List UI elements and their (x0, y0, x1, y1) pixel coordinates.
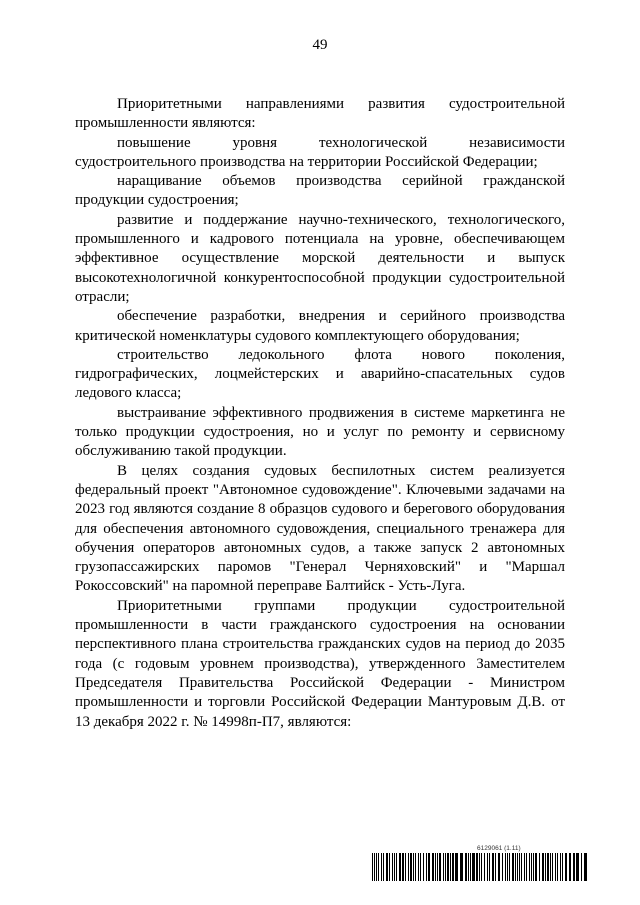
list-item-icebreaker-fleet: строительство ледокольного флота нового поколения, гидрографических, лоцмейстерских и аварийно-спасательных судов ледового класса; (75, 346, 565, 402)
paragraph-priority-directions: Приоритетными направлениями развития судостроительной промышленности являются: (75, 96, 565, 132)
list-item-potential-development: развитие и поддержание научно-технического, технологического, промышленного и кадрового потенциала на уровне, обеспечивающем эффективное осуществление морской деятельности и выпуск высокотехнологичной конкурентоспособной продукции судостроительной отрасли; (75, 211, 565, 305)
list-item-tech-independence: повышение уровня технологической независимости судостроительного производства на территории Российской Федерации; (75, 134, 565, 170)
paragraph-autonomous-navigation: В целях создания судовых беспилотных систем реализуется федеральный проект "Автономное судовождение". Ключевыми задачами на 2023 год являются создание 8 образцов судового и берегового оборудования для обеспечения автономного судовождения, специального тренажера для обучения операторов автономных судов, а также запуск 2 автономных грузопассажирских паромов "Генерал Черняховский" и "Маршал Рокоссовский" на паромной переправе Балтийск - Усть-Луга. (75, 462, 565, 595)
page-number: 49 (312, 37, 328, 53)
document-body (75, 95, 565, 732)
list-item-marketing: выстраивание эффективного продвижения в системе маркетинга не только продукции судостроения, но и услуг по ремонту и сервисному обслуживанию такой продукции. (75, 404, 565, 460)
paragraph-priority-groups: Приоритетными группами продукции судостроительной промышленности в части гражданского судостроения на основании перспективного плана строительства гражданских судов на период до 2035 года (с годовым уровнем производства), утвержденного Заместителем Председателя Правительства Российской Федерации - Министром промышленности и торговли Российской Федерации Мантуровым Д.В. от 13 декабря 2022 г. № 14998п-П7, являются: (75, 597, 565, 730)
list-item-serial-production: наращивание объемов производства серийной гражданской продукции судостроения; (75, 173, 565, 209)
barcode-image (372, 853, 588, 881)
list-item-equipment-nomenclature: обеспечение разработки, внедрения и серийного производства критической номенклатуры судового комплектующего оборудования; (75, 308, 565, 344)
barcode-number: 6129061 (1.11) (477, 845, 521, 852)
